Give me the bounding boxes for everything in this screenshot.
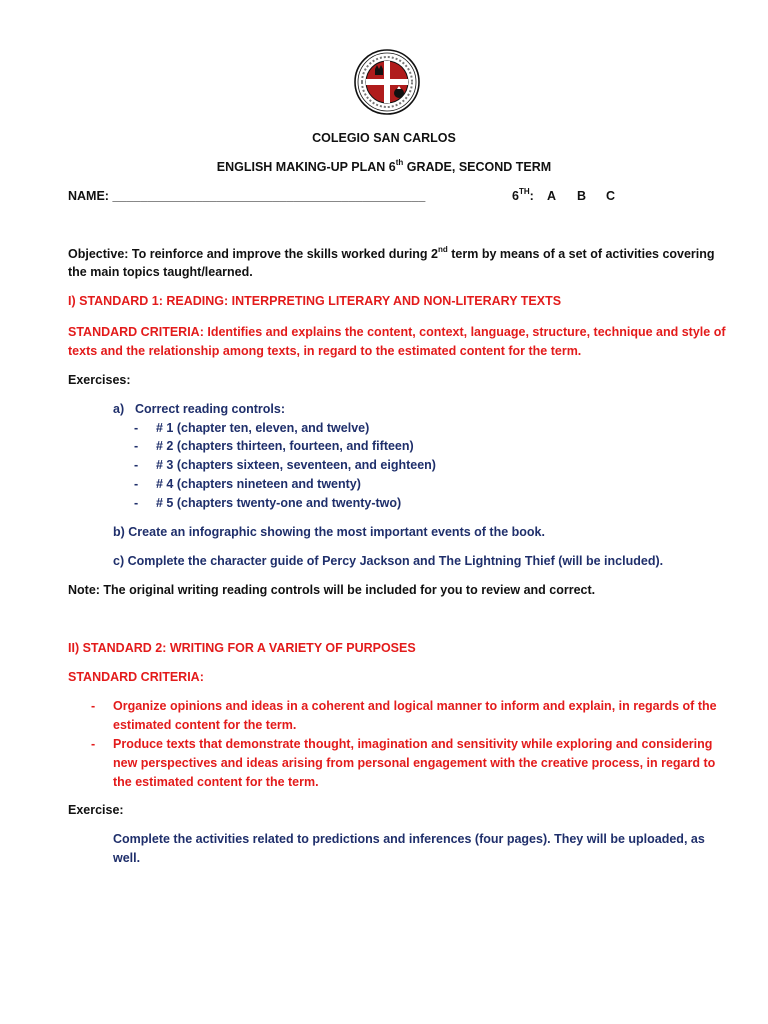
grade-option-a[interactable]: A — [547, 189, 557, 203]
school-name: COLEGIO SAN CARLOS — [312, 131, 456, 145]
exercise-line-1: Complete the activities related to predictions and inferences (four pages). They will be uploaded, as — [113, 832, 705, 846]
item-a-marker: a) — [113, 402, 125, 416]
reading-control-5: # 5 (chapters twenty-one and twenty-two) — [156, 496, 402, 510]
criteria-2-line-1: Produce texts that demonstrate thought, imagination and sensitivity while exploring and considering — [113, 737, 713, 751]
standard-1-title: I) STANDARD 1: READING: INTERPRETING LITERARY AND NON-LITERARY TEXTS — [68, 294, 562, 308]
list-dash: - — [134, 496, 139, 510]
note: Note: The original writing reading controls will be included for you to review and correct. — [68, 583, 596, 597]
school-seal-icon — [354, 49, 420, 115]
exercise-label: Exercise: — [68, 803, 124, 817]
reading-control-4: # 4 (chapters nineteen and twenty) — [156, 477, 361, 491]
grade-option-b[interactable]: B — [577, 189, 587, 203]
criteria-1-line-2: estimated content for the term. — [113, 718, 297, 732]
criteria-2-line-2: new perspectives and ideas arising from personal engagement with the creative process, in regard to — [113, 756, 716, 770]
standard-1-criteria-line-2: texts and the relationship among texts, in regard to the estimated content for the term. — [68, 344, 582, 358]
item-b: b) Create an infographic showing the most important events of the book. — [113, 525, 545, 539]
reading-control-1: # 1 (chapter ten, eleven, and twelve) — [156, 421, 370, 435]
exercises-label: Exercises: — [68, 373, 131, 387]
objective-line-2: the main topics taught/learned. — [68, 265, 253, 279]
grade-label: 6TH: — [512, 186, 534, 203]
standard-1-criteria-line-1: STANDARD CRITERIA: Identifies and explains the content, context, language, structure, technique and style of — [68, 325, 726, 339]
exercise-line-2: well. — [113, 851, 141, 865]
grade-option-c[interactable]: C — [606, 189, 616, 203]
list-dash: - — [91, 737, 96, 751]
standard-2-criteria-label: STANDARD CRITERIA: — [68, 670, 204, 684]
name-field[interactable] — [68, 188, 425, 204]
list-dash: - — [134, 439, 139, 453]
objective-line-1: Objective: To reinforce and improve the skills worked during 2nd term by means of a set of activities covering — [68, 244, 715, 261]
standard-2-title: II) STANDARD 2: WRITING FOR A VARIETY OF PURPOSES — [68, 641, 416, 655]
plan-title: ENGLISH MAKING-UP PLAN 6th GRADE, SECOND TERM — [216, 157, 552, 174]
item-c: c) Complete the character guide of Percy Jackson and The Lightning Thief (will be included). — [113, 554, 664, 568]
criteria-1-line-1: Organize opinions and ideas in a coherent and logical manner to inform and explain, in regards of the — [113, 699, 717, 713]
name-blank-line[interactable]: _____________________________________________ — [112, 189, 426, 203]
reading-control-2: # 2 (chapters thirteen, fourteen, and fifteen) — [156, 439, 414, 453]
reading-control-3: # 3 (chapters sixteen, seventeen, and eighteen) — [156, 458, 436, 472]
name-label: NAME: — [68, 189, 109, 203]
list-dash: - — [134, 477, 139, 491]
list-dash: - — [134, 458, 139, 472]
item-a-label: Correct reading controls: — [135, 402, 286, 416]
list-dash: - — [91, 699, 96, 713]
list-dash: - — [134, 421, 139, 435]
criteria-2-line-3: the estimated content for the term. — [113, 775, 319, 789]
